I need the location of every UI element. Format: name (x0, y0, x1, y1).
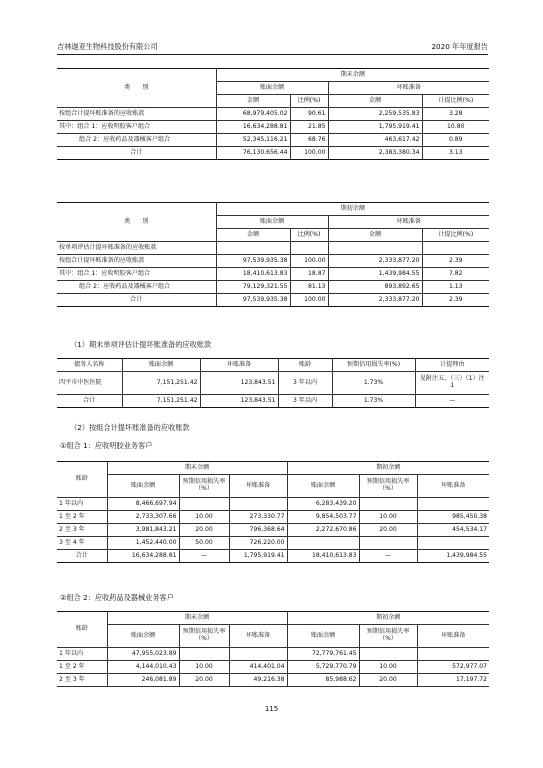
table-row (57, 268, 489, 281)
beginning-group-header: 期初余额 (287, 462, 489, 475)
cell: 100.00 (290, 147, 328, 160)
row-label: 2 至 3 年 (57, 524, 107, 537)
cell: 2,272,670.86 (287, 524, 359, 537)
cell: 90.61 (290, 108, 328, 121)
table-row (57, 108, 489, 121)
cell: 796,368.64 (229, 524, 287, 537)
book-balance-header: 账面余额 (216, 216, 328, 229)
sub-header: 预期信用损失率（%） (179, 625, 229, 648)
ratio-header: 比例(%) (290, 95, 328, 108)
row-label: 合计 (57, 550, 107, 563)
portfolio-1-aging-table (57, 461, 489, 563)
table-row (57, 121, 489, 134)
cell (417, 537, 489, 550)
row-label: 2 至 3 年 (57, 674, 107, 687)
cell: 1,795,919.41 (328, 121, 422, 134)
cell: 7,151,251.42 (122, 372, 200, 395)
cell: 72,779,761.45 (287, 648, 359, 661)
cell: 20.00 (359, 674, 417, 687)
row-label: 组合 2：应收药品及器械客户组合 (57, 281, 216, 294)
reason-header: 计提理由 (415, 359, 489, 372)
row-label: 1 年以内 (57, 648, 107, 661)
row-label: 合计 (57, 294, 216, 307)
portfolio-2-aging-table (57, 611, 489, 687)
page-number: 115 (264, 705, 279, 713)
provision-ratio-header: 计提比例(%) (422, 95, 489, 108)
cell (229, 498, 287, 511)
row-label: 按组合计提坏账准备的应收账款 (57, 255, 216, 268)
cell: 10.00 (359, 511, 417, 524)
cell (229, 648, 287, 661)
sub-header: 账面余额 (287, 475, 359, 498)
table-row (57, 511, 489, 524)
cell: 9,854,503.77 (287, 511, 359, 524)
provision-ratio-header: 计提比例(%) (422, 229, 489, 242)
table-row (57, 537, 489, 550)
table-row (57, 524, 489, 537)
ending-group-header: 期末余额 (107, 462, 287, 475)
category-header: 类 别 (57, 69, 216, 108)
cell: 123,843.51 (200, 372, 278, 395)
table-row (57, 372, 489, 395)
cell: 1,795,919.41 (229, 550, 287, 563)
cell: 1,452,440.00 (107, 537, 179, 550)
row-label: 其中：组合 1：应收明胶客户组合 (57, 121, 216, 134)
cell: 985,450.38 (417, 511, 489, 524)
cell: 5,729,770.79 (287, 661, 359, 674)
cell (328, 242, 422, 255)
cell: 100.00 (290, 255, 328, 268)
cell (359, 498, 417, 511)
cell: 2,333,877.20 (328, 294, 422, 307)
ending-balance-table (57, 68, 489, 160)
cell: 20.00 (179, 674, 229, 687)
cell: 17,197.72 (417, 674, 489, 687)
sub-header: 账面余额 (107, 475, 179, 498)
age-header: 账龄 (57, 462, 107, 498)
table-row (57, 242, 489, 255)
cell (359, 537, 417, 550)
cell: 16,634,288.81 (216, 121, 290, 134)
cell: 6,283,439.20 (287, 498, 359, 511)
cell: 18.87 (290, 268, 328, 281)
group-header: 期初余额 (216, 203, 489, 216)
beginning-balance-table (57, 202, 489, 307)
cell: 81.13 (290, 281, 328, 294)
cell: 21.85 (290, 121, 328, 134)
sub-header: 预期信用损失率（%） (179, 475, 229, 498)
cell: 18,410,613.83 (287, 550, 359, 563)
beginning-group-header: 期初余额 (287, 612, 489, 625)
cell: 2.39 (422, 294, 489, 307)
cell: 2,259,535.83 (328, 108, 422, 121)
amount-header: 金额 (216, 95, 290, 108)
cell (417, 498, 489, 511)
row-label: 按单项评估计提坏账准备的应收账款 (57, 242, 216, 255)
cell: 3,981,843.21 (107, 524, 179, 537)
cell: 2,333,877.20 (328, 255, 422, 268)
sub-header: 账面余额 (287, 625, 359, 648)
cell: 97,539,935.38 (216, 294, 290, 307)
page-header (57, 38, 488, 55)
cell: 68,979,405.02 (216, 108, 290, 121)
sub-header: 预期信用损失率（%） (359, 625, 417, 648)
cell: 1,439,984.55 (417, 550, 489, 563)
bad-debt-header: 坏账准备 (200, 359, 278, 372)
debtor-name: 四平市中医医院 (57, 372, 122, 395)
cell: 893,892.65 (328, 281, 422, 294)
bad-debt-header: 坏账准备 (328, 216, 489, 229)
cell: 10.80 (422, 121, 489, 134)
book-balance-header: 账面余额 (216, 82, 328, 95)
table-row-total (57, 147, 489, 160)
cell: 0.89 (422, 134, 489, 147)
category-header: 类 别 (57, 203, 216, 242)
debtor-header: 债务人名称 (57, 359, 122, 372)
cell: 20.00 (179, 524, 229, 537)
table-row (57, 134, 489, 147)
cell: 726,220.00 (229, 537, 287, 550)
cell: 47,955,023.89 (107, 648, 179, 661)
sub-header: 坏账准备 (417, 625, 489, 648)
cell: 273,330.77 (229, 511, 287, 524)
book-balance-header: 账面余额 (122, 359, 200, 372)
cell: 414,401.04 (229, 661, 287, 674)
cell: 16,634,288.81 (107, 550, 179, 563)
ending-group-header: 期末余额 (107, 612, 287, 625)
cell: 1,439,984.55 (328, 268, 422, 281)
cell: 2.39 (422, 255, 489, 268)
cell: 79,129,321.55 (216, 281, 290, 294)
row-label: 组合 2：应收药品及器械客户组合 (57, 134, 216, 147)
cell: 10.00 (179, 661, 229, 674)
cell: 100.00 (290, 294, 328, 307)
amount-header: 金额 (328, 95, 422, 108)
section-title: ②组合 2：应收药品及器械业务客户 (60, 593, 174, 602)
cell: 68.76 (290, 134, 328, 147)
table-row (57, 661, 489, 674)
cell: 97,539,935.38 (216, 255, 290, 268)
cell: 20.00 (359, 524, 417, 537)
cell (290, 242, 328, 255)
cell (287, 537, 359, 550)
single-assessment-table (57, 358, 489, 408)
ratio-header: 比例(%) (290, 229, 328, 242)
cell: — (359, 550, 417, 563)
cell: 1.13 (422, 281, 489, 294)
sub-header: 坏账准备 (229, 625, 287, 648)
cell: 454,534.17 (417, 524, 489, 537)
section-title: （2）按组合计提坏账准备的应收账款 (70, 423, 190, 432)
reason-cell: 见附注五、（三）（1）注 1 (415, 372, 489, 395)
company-name: 吉林迦亚生物科技股份有限公司 (57, 42, 158, 51)
report-title: 2020 年年度报告 (431, 42, 488, 51)
cell: 49,216.38 (229, 674, 287, 687)
row-label: 3 至 4 年 (57, 537, 107, 550)
sub-header: 预期信用损失率（%） (359, 475, 417, 498)
table-row (57, 648, 489, 661)
cell: 7,151,251.42 (122, 395, 200, 408)
cell: 4,144,010.43 (107, 661, 179, 674)
row-label: 1 年以内 (57, 498, 107, 511)
table-row (57, 281, 489, 294)
row-label: 合计 (57, 147, 216, 160)
row-label: 合计 (57, 395, 122, 408)
row-label: 按组合计提坏账准备的应收账款 (57, 108, 216, 121)
row-label: 1 至 2 年 (57, 661, 107, 674)
sub-header: 坏账准备 (417, 475, 489, 498)
cell (417, 648, 489, 661)
cell: 3 年以内 (278, 395, 332, 408)
cell (179, 648, 229, 661)
group-header: 期末余额 (216, 69, 489, 82)
cell: 85,988.62 (287, 674, 359, 687)
cell (216, 242, 290, 255)
cell (359, 648, 417, 661)
cell: 3.13 (422, 147, 489, 160)
sub-header: 账面余额 (107, 625, 179, 648)
table-row-total (57, 395, 489, 408)
cell: 76,130,656.44 (216, 147, 290, 160)
cell: — (415, 395, 489, 408)
cell: 123,843.51 (200, 395, 278, 408)
cell: 2,733,307.66 (107, 511, 179, 524)
cell: 2,383,380.34 (328, 147, 422, 160)
table-row-total (57, 550, 489, 563)
cell: 10.00 (179, 511, 229, 524)
loss-rate-header: 预期信用损失率(%) (332, 359, 415, 372)
age-header: 账龄 (278, 359, 332, 372)
cell: 1.73% (332, 372, 415, 395)
amount-header: 金额 (328, 229, 422, 242)
bad-debt-header: 坏账准备 (328, 82, 489, 95)
row-label: 其中：组合 1：应收明胶客户组合 (57, 268, 216, 281)
section-title: ①组合 1：应收明胶业务客户 (60, 441, 153, 450)
cell: — (179, 550, 229, 563)
table-row (57, 674, 489, 687)
cell: 50.00 (179, 537, 229, 550)
cell: 8,466,697.94 (107, 498, 179, 511)
table-row (57, 255, 489, 268)
cell: 3.28 (422, 108, 489, 121)
cell: 7.82 (422, 268, 489, 281)
sub-header: 坏账准备 (229, 475, 287, 498)
cell (179, 498, 229, 511)
row-label: 1 至 2 年 (57, 511, 107, 524)
cell: 246,081.89 (107, 674, 179, 687)
cell (422, 242, 489, 255)
section-title: （1）期末单项评估计提坏账准备的应收账款 (70, 340, 212, 349)
cell: 18,410,613.83 (216, 268, 290, 281)
cell: 572,977.07 (417, 661, 489, 674)
cell: 10.00 (359, 661, 417, 674)
cell: 1.73% (332, 395, 415, 408)
cell: 52,345,116.21 (216, 134, 290, 147)
age-header: 账龄 (57, 612, 107, 648)
cell: 463,617.42 (328, 134, 422, 147)
cell: 3 年以内 (278, 372, 332, 395)
table-row-total (57, 294, 489, 307)
table-row (57, 498, 489, 511)
amount-header: 金额 (216, 229, 290, 242)
